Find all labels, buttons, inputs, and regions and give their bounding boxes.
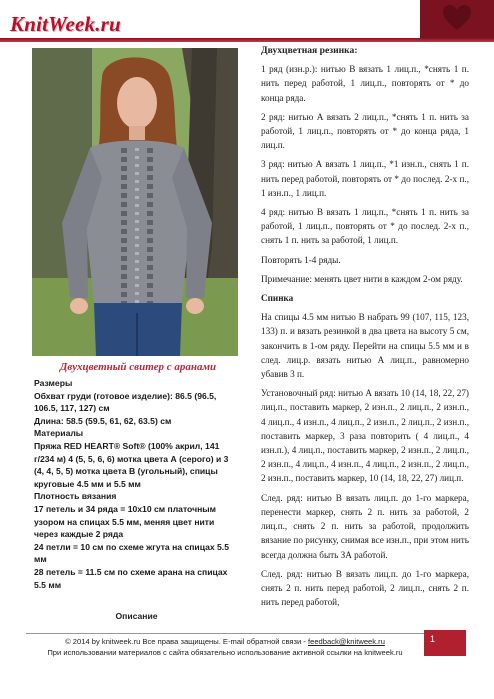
page-footer <box>0 630 494 699</box>
rib-row-4: 4 ряд: нитью В вязать 1 лиц.п., *снять 1 п. нить за работой, 1 лиц.п., повторять от * до послед. 2-х п., снять 1 п. нить за работой, 1 лиц.п. <box>261 207 469 246</box>
site-logo[interactable]: KnitWeek.ru <box>10 12 121 36</box>
length-size: Длина: 58.5 (59.5, 61, 62, 63.5) см <box>34 415 172 426</box>
back-para-4: След. ряд: нитью В вязать лиц.п. до 1-го маркера, снять 2 п. нить перед работой, 2 лиц.п., снять 2 п. нить перед работой, <box>261 568 469 608</box>
model-illustration <box>32 48 238 356</box>
back-para-3: След. ряд: нитью В вязать лиц.п. до 1-го маркера, перенести маркер, снять 2 п. нить за работой, 2 лиц.п., снять 2 п. нить за работой, продолжить вязание по рисунку, снимая все изн.п., при этом нить всегда должна быть ЗА работой. <box>261 492 469 560</box>
rib-row-1: 1 ряд (изн.р.): нитью В вязать 1 лиц.п., *снять 1 п. нить перед работой, 1 лиц.п., повторять от * до конца ряда. <box>261 64 469 103</box>
feedback-email-link[interactable]: feedback@knitweek.ru <box>307 637 385 646</box>
rib-heading: Двухцветная резинка: <box>261 45 358 56</box>
materials-heading: Материалы <box>34 428 84 439</box>
chest-size: Обхват груди (готовое изделие): 86.5 (96.5, 106.5, 117, 127) см <box>34 390 217 414</box>
header-emblem <box>420 0 494 38</box>
photo-caption: Двухцветный свитер с аранами <box>59 361 217 373</box>
specs-column <box>34 377 239 591</box>
rib-row-3: 3 ряд: нитью А вязать 1 лиц.п., *1 изн.п., снять 1 п. нить перед работой, повторять от * до послед. 2-х п., 1 изн.п., 1 лиц.п. <box>261 159 469 198</box>
site-header <box>0 0 494 48</box>
gauge-line-2: 24 петли = 10 см по схеме жгута на спицах 5.5 мм <box>34 541 229 565</box>
sweater-photo <box>32 48 238 356</box>
color-note: Примечание: менять цвет нити в каждом 2-ом ряду. <box>261 273 463 284</box>
instructions-column <box>261 44 469 614</box>
gauge-line-1: 17 петель и 34 ряда = 10х10 см платочным узором на спицах 5.5 мм, меняя цвет нити через каждые 2 ряда <box>34 503 216 540</box>
description-heading: Описание <box>115 611 158 621</box>
sizes-heading: Размеры <box>34 378 73 388</box>
page-number: 1 <box>430 634 436 644</box>
page-number-box <box>424 630 466 656</box>
copyright-text: © 2014 by knitweek.ru Все права защищены. E-mail обратной связи - <box>65 637 308 646</box>
gauge-heading: Плотность вязания <box>34 491 117 502</box>
back-para-1: На спицы 4.5 мм нитью В набрать 99 (107, 115, 123, 133) п. и вязать резинкой в два цвета на высоту 5 см, закончить в 1-ом ряду. Перейти на спицы 5.5 мм и в след. лиц.р. вязать нитью А лиц.п., равномерно убавив 3 п. <box>261 312 469 380</box>
heart-icon <box>441 3 473 33</box>
header-rule <box>0 38 494 42</box>
usage-notice: При использовании материалов с сайта обязательно использование активной ссылки на knitweek.ru <box>47 648 403 657</box>
yarn-text: Пряжа RED HEART® Soft® (100% акрил, 141 г/234 м) 4 (5, 5, 6, 6) мотка цвета А (серого) и 3 (4, 4, 5, 5) мотка цвета В (угольный), спицы круговые 4.5 мм и 5.5 мм <box>34 440 229 489</box>
repeat-note: Повторять 1-4 ряды. <box>261 254 341 265</box>
back-para-2: Установочный ряд: нитью А вязать 10 (14, 18, 22, 27) лиц.п., поставить маркер, 2 изн.п., 2 лиц.п., 2 изн.п., 4 лиц.п., 4 изн.п., 4 лиц.п., 2 изн.п., 2 лиц.п., 2 изн.п., поставить маркер, 3 раза повторить ( 4 лиц.п., 4 изн.п.), 4 лиц.п., поставить маркер, 2 изн.п., 2 лиц.п., 2 изн.п., 4 лиц.п., 4 изн.п., 4 лиц.п., 2 изн.п., 2 лиц.п., 2 изн.п., поставить маркер, 10 (14, 18, 22, 27) лиц.п. <box>261 388 469 484</box>
back-heading: Спинка <box>261 293 294 304</box>
gauge-line-3: 28 петель = 11.5 см по схеме арана на спицах 5.5 мм <box>34 566 228 590</box>
footer-rule <box>26 633 466 634</box>
footer-text <box>30 636 420 658</box>
rib-row-2: 2 ряд: нитью А вязать 2 лиц.п., *снять 1 п. нить за работой, 1 лиц.п., повторять от * до конца ряда, 1 лиц.п. <box>261 111 469 151</box>
